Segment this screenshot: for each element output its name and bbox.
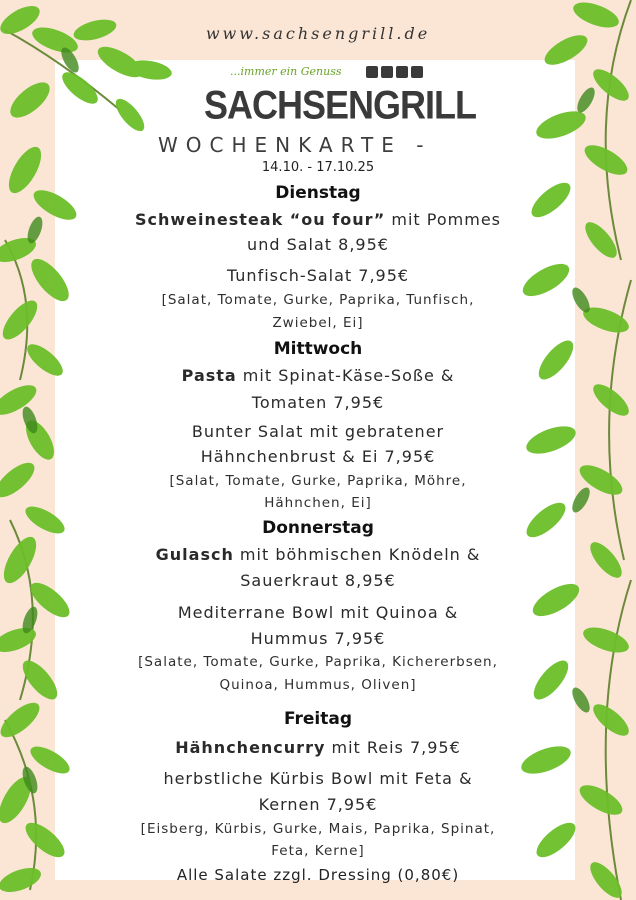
ingredients-line: [Eisberg, Kürbis, Gurke, Mais, Paprika, Spinat,	[140, 821, 496, 837]
dish-line: und Salat 8,95€	[247, 235, 389, 254]
logo-brand: SACHSENGRILL	[204, 82, 477, 128]
ingredients-line: Hähnchen, Ei]	[264, 495, 372, 511]
dish-line: Kernen 7,95€	[258, 795, 378, 814]
day-heading-dienstag: Dienstag	[275, 183, 361, 203]
ingredients-line: Feta, Kerne]	[271, 843, 365, 859]
dish-line: Tomaten 7,95€	[251, 393, 385, 412]
week-menu-title: WOCHENKARTE -	[158, 133, 432, 157]
dressing-note: Alle Salate zzgl. Dressing (0,80€)	[176, 866, 460, 884]
ingredients-line: [Salat, Tomate, Gurke, Paprika, Tunfisch,	[161, 292, 475, 308]
dish-line: herbstliche Kürbis Bowl mit Feta &	[163, 769, 473, 788]
ingredients-line: Zwiebel, Ei]	[272, 315, 364, 331]
ingredients-line: Quinoa, Hummus, Oliven]	[219, 677, 417, 693]
dish-line: Hähnchenbrust & Ei 7,95€	[200, 447, 436, 466]
day-heading-donnerstag: Donnerstag	[262, 518, 374, 538]
week-date-range: 14.10. - 17.10.25	[261, 160, 375, 175]
cutlery-icons	[366, 66, 423, 78]
dish-line: Gulasch mit böhmischen Knödeln &	[155, 545, 481, 564]
logo-tagline: ...immer ein Genuss	[230, 65, 342, 78]
dish-line: Hähnchencurry mit Reis 7,95€	[175, 738, 461, 757]
dish-line: Pasta mit Spinat-Käse-Soße &	[181, 366, 455, 385]
dish-line: Hummus 7,95€	[250, 629, 386, 648]
sachsengrill-logo	[200, 62, 477, 132]
dish-line: Mediterrane Bowl mit Quinoa &	[177, 603, 459, 622]
day-heading-mittwoch: Mittwoch	[273, 339, 363, 359]
ingredients-line: [Salat, Tomate, Gurke, Paprika, Möhre,	[169, 473, 467, 489]
dish-line: Tunfisch-Salat 7,95€	[226, 266, 410, 285]
ingredients-line: [Salate, Tomate, Gurke, Paprika, Kichererbsen,	[138, 654, 498, 670]
dish-line: Sauerkraut 8,95€	[240, 571, 396, 590]
dish-line: Bunter Salat mit gebratener	[191, 422, 445, 441]
dish-line: Schweinesteak “ou four” mit Pommes	[134, 210, 501, 229]
website-url[interactable]: www.sachsengrill.de	[205, 24, 431, 43]
day-heading-freitag: Freitag	[283, 709, 353, 729]
